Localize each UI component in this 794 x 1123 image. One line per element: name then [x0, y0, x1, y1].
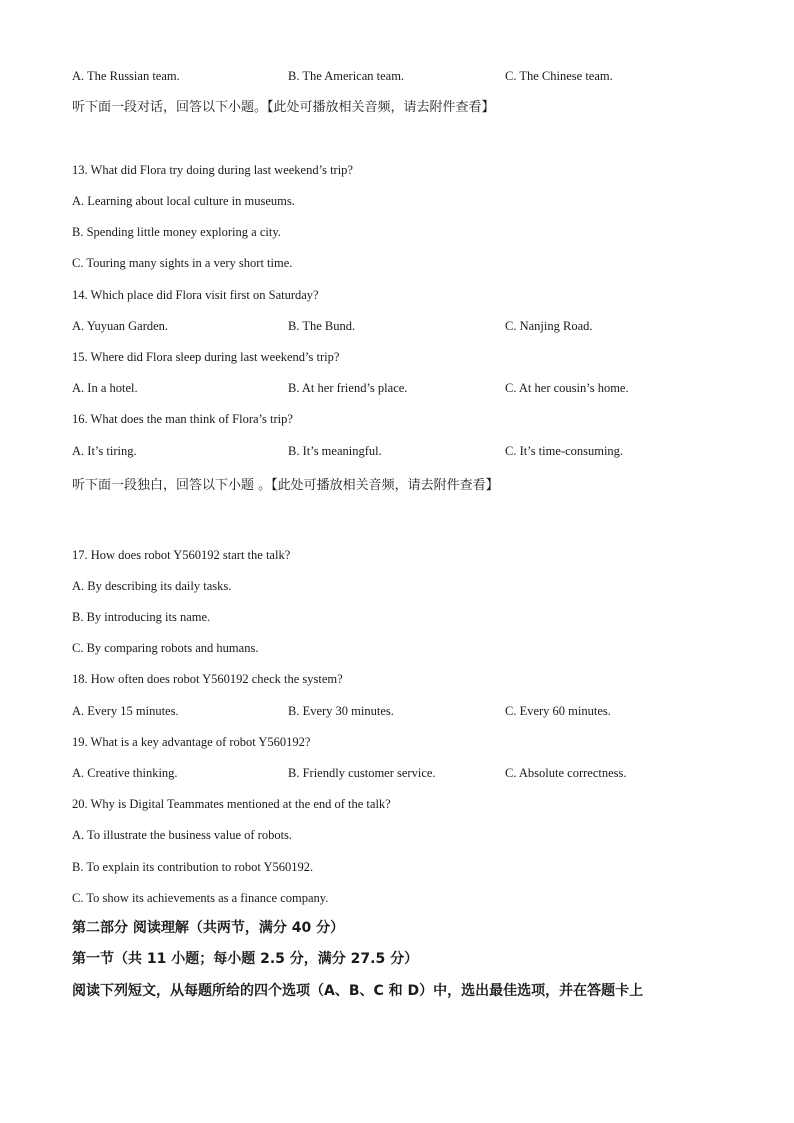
q14-option-b: B. The Bund.	[288, 319, 356, 333]
q14-option-c: C. Nanjing Road.	[505, 319, 593, 333]
q15-option-a: A. In a hotel.	[72, 381, 138, 395]
q20-stem: 20. Why is Digital Teammates mentioned at the end of the talk?	[72, 797, 391, 811]
q18-option-a: A. Every 15 minutes.	[72, 704, 179, 718]
q18-stem: 18. How often does robot Y560192 check the system?	[72, 672, 343, 686]
section1-heading: 第一节（共 11 小题；每小题 2.5 分，满分 27.5 分）	[72, 951, 419, 967]
q16-option-b: B. It’s meaningful.	[288, 444, 382, 458]
q19-stem: 19. What is a key advantage of robot Y560192?	[72, 735, 311, 749]
q12-option-c: C. The Chinese team.	[505, 69, 613, 83]
q15-stem: 15. Where did Flora sleep during last weekend’s trip?	[72, 350, 340, 364]
q19-option-a: A. Creative thinking.	[72, 766, 178, 780]
q18-option-b: B. Every 30 minutes.	[288, 704, 394, 718]
q15-option-b: B. At her friend’s place.	[288, 381, 408, 395]
q13-stem: 13. What did Flora try doing during last weekend’s trip?	[72, 163, 353, 177]
q13-option-c: C. Touring many sights in a very short time.	[72, 256, 293, 270]
q16-option-a: A. It’s tiring.	[72, 444, 137, 458]
q14-stem: 14. Which place did Flora visit first on Saturday?	[72, 288, 319, 302]
q14-option-a: A. Yuyuan Garden.	[72, 319, 169, 333]
q15-option-c: C. At her cousin’s home.	[505, 381, 629, 395]
dialogue-instruction: 听下面一段对话，回答以下小题。【此处可播放相关音频，请去附件查看】	[72, 100, 495, 115]
q13-option-a: A. Learning about local culture in museums.	[72, 194, 295, 208]
part2-heading: 第二部分 阅读理解（共两节，满分 40 分）	[72, 920, 345, 936]
q17-stem: 17. How does robot Y560192 start the talk?	[72, 548, 291, 562]
q17-option-b: B. By introducing its name.	[72, 610, 211, 624]
q18-option-c: C. Every 60 minutes.	[505, 704, 611, 718]
q17-option-c: C. By comparing robots and humans.	[72, 641, 259, 655]
q12-option-b: B. The American team.	[288, 69, 405, 83]
q16-stem: 16. What does the man think of Flora’s trip?	[72, 412, 293, 426]
q17-option-a: A. By describing its daily tasks.	[72, 579, 232, 593]
q13-option-b: B. Spending little money exploring a city.	[72, 225, 281, 239]
q20-option-a: A. To illustrate the business value of robots.	[72, 828, 293, 842]
q19-option-c: C. Absolute correctness.	[505, 766, 627, 780]
q20-option-b: B. To explain its contribution to robot Y560192.	[72, 860, 314, 874]
q19-option-b: B. Friendly customer service.	[288, 766, 436, 780]
reading-instruction: 阅读下列短文，从每题所给的四个选项（A、B、C 和 D）中，选出最佳选项，并在答题卡上	[72, 983, 644, 999]
q20-option-c: C. To show its achievements as a finance company.	[72, 891, 329, 905]
q16-option-c: C. It’s time-consuming.	[505, 444, 624, 458]
monologue-instruction: 听下面一段独白，回答以下小题 。【此处可播放相关音频，请去附件查看】	[72, 478, 499, 493]
q12-option-a: A. The Russian team.	[72, 69, 180, 83]
